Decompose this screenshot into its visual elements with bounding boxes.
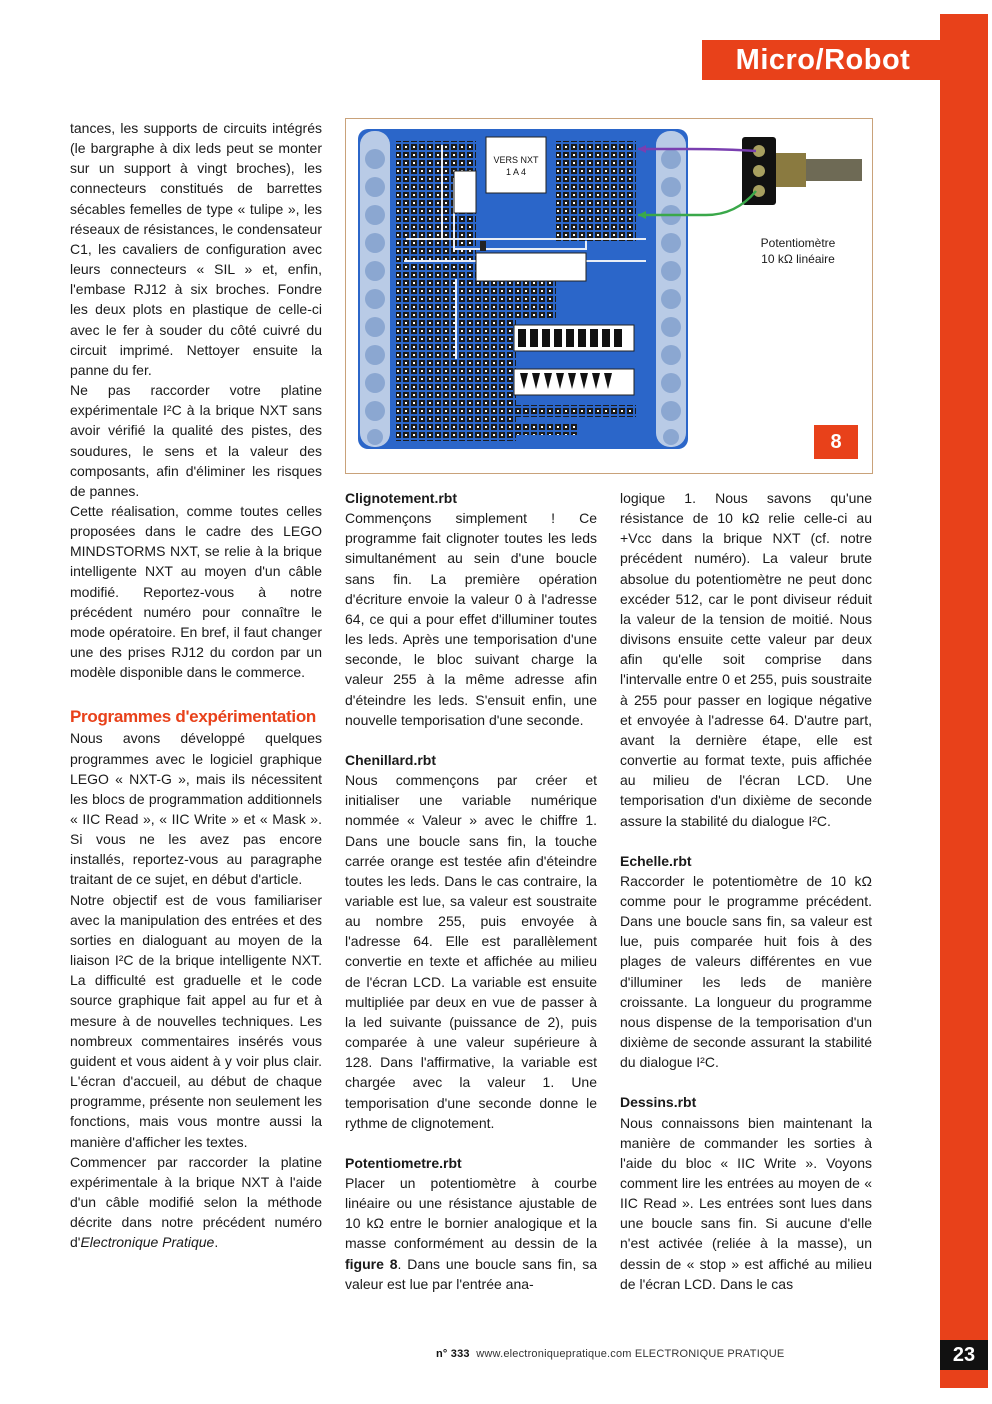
- paragraph: Commencer par raccorder la platine expérimentale à la brique NXT à l'aide d'un câble modifié selon la méthode décrite dans notre précédent numéro d'Electronique Pratique.: [70, 1153, 322, 1251]
- paragraph: Commençons simplement ! Ce programme fait clignoter toutes les leds simultanément au sein d'une boucle sans fin. La première opération d'écriture envoie la valeur 0 à l'adresse 64, ce qui a pour effet d'illuminer toutes les leds. Après une temporisation d'une seconde, le bloc suivant charge la valeur 255 à la même adresse afin d'éteindre les leds. S'ensuit enfin, une nouvelle temporisation d'une seconde.: [345, 510, 597, 728]
- program-heading: Chenillard.rbt: [345, 751, 437, 768]
- potentiometer-label: Potentiomètre 10 kΩ linéaire: [760, 236, 836, 266]
- program-heading: Clignotement.rbt: [345, 490, 457, 506]
- figure-number-badge: 8: [814, 425, 858, 459]
- svg-text:1 A 4: 1 A 4: [505, 167, 527, 177]
- paragraph: Cette réalisation, comme toutes celles proposées dans le cadre des LEGO MINDSTORMS NXT, se relie à la brique intelligente NXT au moyen d'un câble modifié. Reportez-vous à notre précédent numéro pour connaître le mode opératoire. En bref, il faut changer une des prises RJ12 du cordon par un modèle disponible dans le commerce.: [70, 502, 322, 681]
- paragraph: Nous commençons par créer et initialiser une variable numérique nommée « Valeur » avec le chiffre 1. Dans une boucle sans fin, la touche carrée orange est testée afin d'éteindre toutes les leds. Dans le cas contraire, la variable est lue, sa valeur est soustraite au nombre 255, puis envoyée à l'adresse 64. Elle est parallèlement convertie en texte et affichée au milieu de l'écran LCD. La variable est ensuite multipliée par deux en vue de passer à la led suivante (puissance de 2), puis comparée à une valeur supérieure à 128. Dans l'affirmative, la variable est chargée avec la valeur 1. Une temporisation d'une seconde donne le rythme de clignotement.: [345, 772, 597, 1131]
- paragraph: Placer un potentiomètre à courbe linéaire ou une résistance ajustable de 10 kΩ entre le bornier analogique et la masse conformément au dessin de la figure 8. Dans une boucle sans fin, sa valeur est lue par l'entrée ana-: [345, 1175, 597, 1292]
- led-row: [514, 369, 634, 395]
- program-heading: Echelle.rbt: [620, 852, 692, 869]
- paragraph: Nous avons développé quelques programmes avec le logiciel graphique LEGO « NXT-G », mais ils nécessitent les blocs de programmation additionnels « IIC Read », « IIC Write » et « Mask ». Si vous ne les avez pas encore installés, reportez-vous au paragraphe traitant de ce sujet, en début d'article.: [70, 730, 322, 888]
- paragraph: logique 1. Nous savons qu'une résistance de 10 kΩ relie celle-ci au +Vcc dans la brique NXT (cf. notre précédent numéro). La valeur brute absolue du potentiomètre ne peut donc excéder 512, car le pont diviseur réduit la valeur de la tension de moitié. Nous divisons ensuite cette valeur par deux afin qu'elle soit comprise dans l'intervalle entre 0 et 255, puis soustraite à 255 pour passer en logique négative et envoyée à l'adresse 64. D'autre part, avant la dernière étape, elle est convertie au format texte, puis affichée au milieu de l'écran LCD. Une temporisation d'un dixième de seconde assure la stabilité du dialogue I²C.: [620, 490, 872, 829]
- paragraph: Notre objectif est de vous familiariser avec la manipulation des entrées et des sorties en dialoguant au moyen de la liaison I²C de la brique intelligente NXT. La difficulté est graduelle et le code source graphique fait appel au fur et à mesure à de nouvelles techniques. Les nombreux commentaires insérés vous guident et vous aident à y voir plus clair. L'écran d'accueil, au début de chaque programme, présente non seulement les fonctions, mais vous montre aussi la manière d'afficher les textes.: [70, 891, 322, 1150]
- footer-url: www.electroniquepratique.com: [476, 1348, 632, 1360]
- potentiometer-shaft: [806, 159, 862, 181]
- paragraph: Nous connaissons bien maintenant la manière de commander les sorties à l'aide du bloc « IIC Write ». Voyons comment lire les entrées au moyen de « IIC Read ». Les entrées sont lues dans une boucle sans fin. Si aucune d'elle n'est activée (reliée à la masse), un dessin de « stop » est affiché au milieu de l'écran LCD. Dans le cas: [620, 1114, 872, 1292]
- rj12-connector: [486, 137, 546, 193]
- program-heading: Dessins.rbt: [620, 1094, 697, 1111]
- board-drawing: [346, 119, 872, 473]
- ic-chip: [476, 253, 586, 281]
- program-heading: Potentiometre.rbt: [345, 1154, 462, 1171]
- paragraph: Raccorder le potentiomètre de 10 kΩ comme pour le programme précédent. Dans une boucle sans fin, sa valeur est lue, puis comparée huit fois à des plages de valeurs différentes en vue d'illuminer les leds de manière croissante. La longueur du programme nous dispense de la temporisation d'un dixième de seconde assurant la stabilité du dialogue I²C.: [620, 872, 872, 1071]
- page-footer: [436, 1348, 784, 1360]
- text-column-1: [70, 118, 322, 1252]
- text-column-2: [345, 488, 597, 1294]
- section-title: Micro/Robot: [702, 40, 944, 80]
- paragraph: Ne pas raccorder votre platine expérimentale I²C à la brique NXT sans avoir vérifié la qualité des pistes, des soudures, le sens et la valeur des composants, afin d'éliminer les risques de pannes.: [70, 382, 322, 499]
- section-heading: Programmes d'expérimentation: [70, 707, 316, 727]
- text-column-3: [620, 488, 872, 1294]
- page-number: 23: [940, 1340, 988, 1370]
- paragraph: tances, les supports de circuits intégrés (le bargraphe à dix leds peut se monter sur un support à vingt broches), les connecteurs constitués de barrettes sécables femelles de type « tulipe », les réseaux de résistances, le condensateur C1, les cavaliers de configuration avec leurs connecteurs « SIL » et, enfin, l'embase RJ12 à six broches. Fondre les deux plots en plastique de celle-ci avec le fer à souder du côté cuivré du circuit imprimé. Nettoyer ensuite la panne du fer.: [70, 120, 322, 378]
- figure-8: [345, 118, 873, 474]
- issue-number: n° 333: [436, 1348, 470, 1360]
- page-edge-bar: [940, 14, 988, 1388]
- svg-text:VERS NXT: VERS NXT: [493, 155, 539, 165]
- footer-magazine: ELECTRONIQUE PRATIQUE: [634, 1348, 785, 1360]
